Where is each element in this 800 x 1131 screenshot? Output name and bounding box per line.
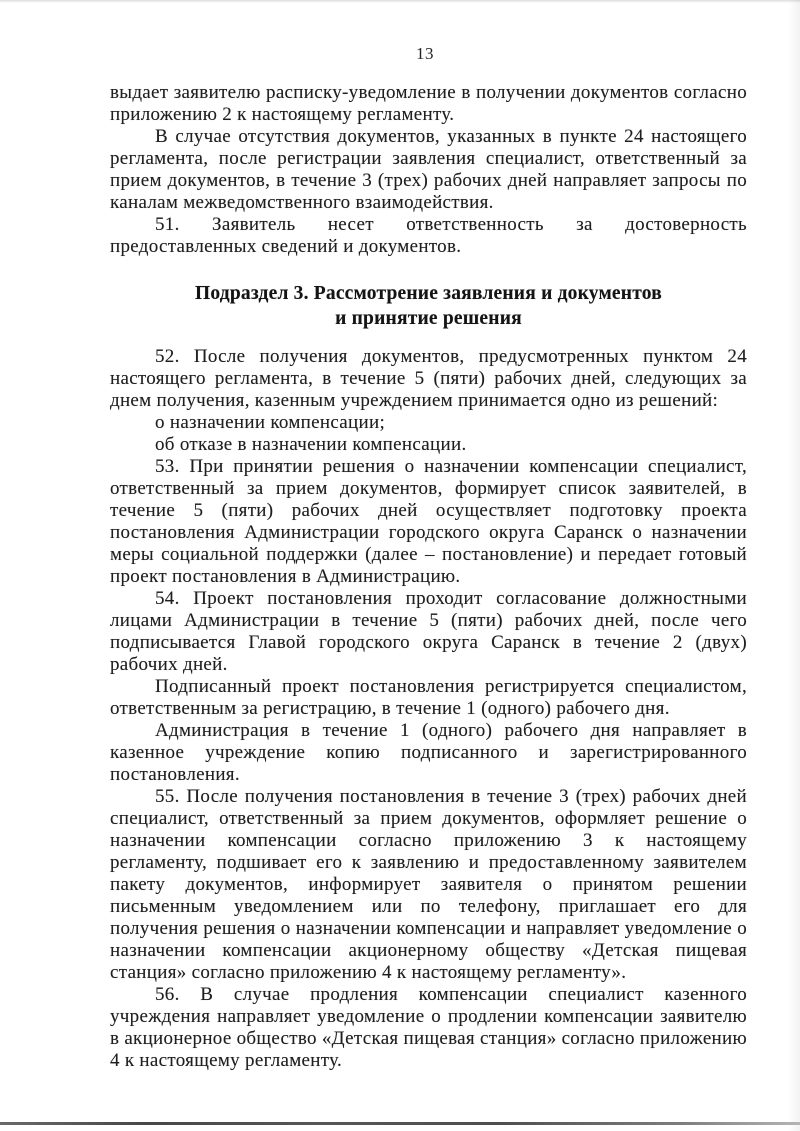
paragraph: 54. Проект постановления проходит согласование должностными лицами Администрации в течение 5 (пяти) рабочих дней, после чего подписывается Главой городского округа Саранск в течение 2 (двух) рабочих дней. <box>110 588 747 675</box>
paragraph: 53. При принятии решения о назначении компенсации специалист, ответственный за прием документов, формирует список заявителей, в течение 5 (пяти) рабочих дней осуществляет подготовку проекта постановления Администрации городского округа Саранск о назначении меры социальной поддержки (далее – постановление) и передает готовый проект постановления в Администрацию. <box>110 456 747 587</box>
paragraph: 55. После получения постановления в течение 3 (трех) рабочих дней специалист, ответственный за прием документов, оформляет решение о назначении компенсации согласно приложению 3 к настоящему регламенту, подшивает его к заявлению и предоставленному заявителем пакету документов, информирует заявителя о принятом решении письменным уведомлением или по телефону, приглашает его для получения решения о назначении компенсации и направляет уведомление о назначении компенсации акционерному обществу «Детская пищевая станция» согласно приложению 4 к настоящему регламенту». <box>110 786 747 983</box>
page-number: 13 <box>416 44 434 63</box>
section-heading-line: и принятие решения <box>335 308 522 329</box>
paragraph: выдает заявителю расписку-уведомление в получении документов согласно приложению 2 к настоящему регламенту. <box>110 82 747 125</box>
paragraph: Администрация в течение 1 (одного) рабочего дня направляет в казенное учреждение копию подписанного и зарегистрированного постановления. <box>110 720 747 785</box>
scan-top-edge <box>0 0 800 3</box>
section-heading-line: Подраздел 3. Рассмотрение заявления и документов <box>195 283 662 304</box>
paragraph: В случае отсутствия документов, указанных в пункте 24 настоящего регламента, после регистрации заявления специалист, ответственный за прием документов, в течение 3 (трех) рабочих дней направляет запросы по каналам межведомственного взаимодействия. <box>110 126 747 213</box>
scan-right-shade <box>788 0 800 1131</box>
paragraph: 56. В случае продления компенсации специалист казенного учреждения направляет уведомление о продлении компенсации заявителю в акционерное общество «Детская пищевая станция» согласно приложению 4 к настоящему регламенту. <box>110 984 747 1071</box>
section-heading <box>110 281 747 331</box>
paragraph: 51. Заявитель несет ответственность за достоверность предоставленных сведений и документов. <box>110 214 747 257</box>
paragraph: о назначении компенсации; <box>155 412 386 433</box>
document-body <box>110 82 747 1072</box>
scan-edge-line <box>0 1122 800 1125</box>
paragraph: 52. После получения документов, предусмотренных пунктом 24 настоящего регламента, в течение 5 (пяти) рабочих дней, следующих за днем получения, казенным учреждением принимается одно из решений: <box>110 346 747 411</box>
paragraph: Подписанный проект постановления регистрируется специалистом, ответственным за регистрацию, в течение 1 (одного) рабочего дня. <box>110 676 747 719</box>
paragraph: об отказе в назначении компенсации. <box>155 434 467 455</box>
